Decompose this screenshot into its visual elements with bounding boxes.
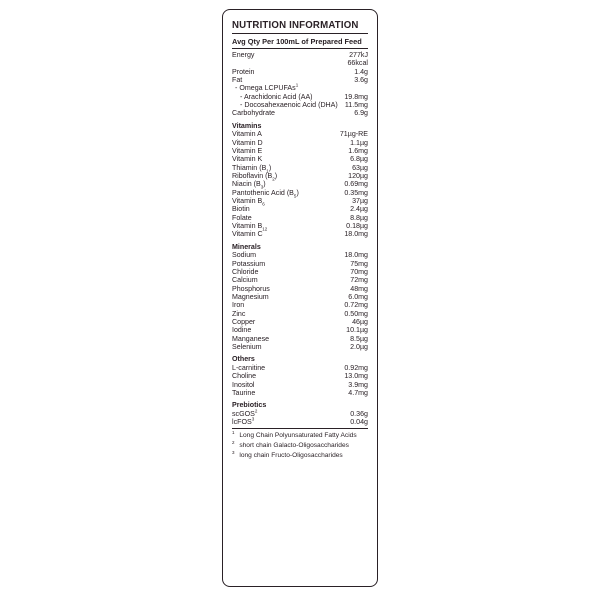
nutrient-value: 0.69mg <box>344 180 368 189</box>
nutrient-name-text: Chloride <box>232 267 259 276</box>
nutrient-value: 0.92mg <box>344 363 368 372</box>
nutrient-row <box>232 68 368 76</box>
nutrient-value: 0.50mg <box>344 309 368 318</box>
nutrient-name-text: Calcium <box>232 276 258 285</box>
nutrient-value: 11.5mg <box>344 101 368 110</box>
nutrient-value: 120µg <box>348 171 368 180</box>
subscript: 2 <box>272 176 275 182</box>
footnote-text: Long Chain Polyunsaturated Fatty Acids <box>237 432 357 440</box>
nutrient-row <box>232 214 368 222</box>
nutrient-name <box>232 84 298 92</box>
nutrient-name-text: lcFOS <box>232 418 252 427</box>
footnotes <box>232 431 368 460</box>
nutrient-name <box>232 230 263 238</box>
nutrient-name-text: Iodine <box>232 326 252 335</box>
nutrient-value: 46µg <box>352 317 368 326</box>
nutrient-value: 19.8mg <box>344 92 368 101</box>
nutrient-value: 0.04g <box>350 418 368 427</box>
nutrient-name-text: Fat <box>232 76 243 85</box>
nutrient-name <box>232 364 265 372</box>
nutrient-value: 8.8µg <box>350 213 368 222</box>
section-heading: Minerals <box>232 242 261 251</box>
nutrient-value: 0.35mg <box>344 188 368 197</box>
nutrient-value: 2.4µg <box>350 205 368 214</box>
footnote-text: long chain Fructo-Oligosaccharides <box>237 451 343 459</box>
title-divider <box>232 33 368 34</box>
section-heading: Vitamins <box>232 121 262 130</box>
nutrient-row <box>232 301 368 309</box>
nutrient-name <box>232 301 244 309</box>
nutrient-name-text: Pantothenic Acid (B <box>232 188 294 197</box>
nutrient-value: 0.36g <box>350 409 368 418</box>
nutrient-name <box>232 372 256 380</box>
general-nutrients <box>232 51 368 118</box>
footnote <box>232 431 368 441</box>
nutrient-name-text: Phosphorus <box>232 284 270 293</box>
subtitle-divider <box>232 48 368 49</box>
nutrient-value: 75mg <box>350 259 368 268</box>
nutrient-row <box>232 268 368 276</box>
footnote-mark: 2 <box>232 439 235 445</box>
nutrient-name <box>232 197 265 205</box>
nutrient-name <box>232 326 251 334</box>
nutrient-value: 71µg-RE <box>339 130 368 139</box>
nutrient-name-text: Energy <box>232 51 255 59</box>
nutrient-name-text: Vitamin B <box>232 222 263 231</box>
nutrient-name <box>232 130 262 138</box>
nutrient-row <box>232 418 368 426</box>
nutrient-name <box>232 68 254 76</box>
nutrient-name-text: Manganese <box>232 334 270 343</box>
nutrient-name-text: - Docosahexaenoic Acid (DHA) <box>240 101 338 110</box>
nutrient-name-text: Copper <box>232 317 256 326</box>
nutrient-row <box>232 372 368 380</box>
nutrient-value: 2.0µg <box>350 343 368 351</box>
nutrient-value: 0.18µg <box>346 222 368 231</box>
nutrient-row <box>232 251 368 259</box>
nutrient-name-text: Folate <box>232 213 252 222</box>
nutrient-name <box>232 147 262 155</box>
nutrient-row <box>232 109 368 117</box>
section-gap <box>232 118 368 120</box>
nutrient-row <box>232 139 368 147</box>
nutrient-name-text: Taurine <box>232 388 256 397</box>
nutrient-row <box>232 147 368 155</box>
nutrient-sections <box>232 118 368 427</box>
nutrient-name <box>232 180 266 188</box>
nutrient-row <box>232 155 368 163</box>
nutrient-row <box>232 93 368 101</box>
nutrient-name <box>232 189 299 197</box>
nutrient-name-text: L-carnitine <box>232 363 266 372</box>
nutrient-name-text: Selenium <box>232 343 262 351</box>
section-heading: Others <box>232 355 255 364</box>
nutrient-name-text: Zinc <box>232 309 246 318</box>
nutrient-row <box>232 389 368 397</box>
footnote-mark: 3 <box>232 449 235 455</box>
nutrient-name-text: Vitamin D <box>232 138 263 147</box>
nutrient-value: 4.7mg <box>348 388 368 397</box>
nutrient-name-text: Inositol <box>232 380 255 389</box>
nutrient-name-text: Vitamin A <box>232 130 262 139</box>
nutrient-name-text: Carbohydrate <box>232 109 275 118</box>
nutrient-value: 1.6mg <box>348 146 368 155</box>
nutrient-name <box>232 318 255 326</box>
nutrient-row <box>232 51 368 59</box>
nutrient-row <box>232 130 368 138</box>
panel-title: NUTRITION INFORMATION <box>232 19 359 31</box>
nutrient-name-text: Niacin (B <box>232 180 261 189</box>
nutrient-row <box>232 180 368 188</box>
nutrient-row <box>232 172 368 180</box>
nutrient-value: 277kJ <box>349 51 368 59</box>
nutrient-row <box>232 364 368 372</box>
nutrition-panel <box>222 9 378 587</box>
nutrient-name-text: Iron <box>232 301 245 310</box>
nutrient-name <box>232 260 265 268</box>
nutrient-name <box>232 205 250 213</box>
nutrient-name-text: Potassium <box>232 259 266 268</box>
nutrient-row <box>232 335 368 343</box>
nutrient-row <box>232 101 368 109</box>
nutrient-name <box>232 285 270 293</box>
nutrient-row <box>232 164 368 172</box>
nutrient-row <box>232 222 368 230</box>
nutrient-value: 1.1µg <box>350 138 368 147</box>
nutrient-row <box>232 205 368 213</box>
nutrient-name-text: Magnesium <box>232 292 269 301</box>
nutrient-name-text: Choline <box>232 372 257 381</box>
nutrient-name-text: - Arachidonic Acid (AA) <box>240 92 313 101</box>
nutrient-name-text: Thiamin (B <box>232 163 267 172</box>
nutrient-name <box>232 214 252 222</box>
nutrient-name-text: Vitamin B <box>232 197 263 205</box>
nutrient-name-text: Biotin <box>232 205 250 214</box>
nutrient-name <box>232 101 338 109</box>
nutrient-name <box>232 343 262 351</box>
nutrient-row <box>232 293 368 301</box>
nutrient-value: 6.0mg <box>348 292 368 301</box>
nutrient-name <box>232 93 313 101</box>
nutrient-value: 63µg <box>352 163 368 172</box>
nutrient-name-text: Sodium <box>232 251 257 260</box>
name-tail: ) <box>268 163 272 172</box>
footnote <box>232 451 368 461</box>
footnote-text: short chain Galacto-Oligosaccharides <box>237 442 349 449</box>
nutrient-name <box>232 109 275 117</box>
section-gap <box>232 397 368 399</box>
subscript: 6 <box>262 201 265 207</box>
nutrient-name <box>232 172 277 180</box>
nutrient-row <box>232 318 368 326</box>
nutrient-value: 8.5µg <box>350 334 368 343</box>
nutrient-name <box>232 276 258 284</box>
nutrient-value: 10.1µg <box>346 326 368 335</box>
section-heading: Prebiotics <box>232 401 267 410</box>
subscript: 1 <box>266 168 269 174</box>
nutrient-value: 72mg <box>350 276 368 285</box>
nutrient-value: 66kcal <box>347 59 368 68</box>
nutrient-name <box>232 310 245 318</box>
nutrient-name <box>232 51 254 59</box>
nutrient-value: 37µg <box>352 197 368 205</box>
footnote-mark: 1 <box>295 83 299 89</box>
nutrient-value: 18.0mg <box>344 251 368 260</box>
nutrient-row <box>232 230 368 238</box>
name-tail: ) <box>296 188 299 197</box>
nutrient-value: 70mg <box>350 267 368 276</box>
nutrient-name-text: scGOS <box>232 409 255 418</box>
nutrient-name-text: Vitamin C <box>232 230 263 239</box>
subscript: 12 <box>262 226 268 232</box>
nutrient-name <box>232 251 256 259</box>
nutrient-value: 0.72mg <box>344 301 368 310</box>
footnote-mark: 3 <box>251 416 255 422</box>
nutrient-name-text: Riboflavin (B <box>232 171 273 180</box>
nutrient-row <box>232 260 368 268</box>
nutrient-name-text: Vitamin K <box>232 155 263 164</box>
nutrient-value: 18.0mg <box>344 230 368 239</box>
section-gap <box>232 239 368 241</box>
nutrient-name <box>232 381 254 389</box>
nutrient-name <box>232 222 267 230</box>
nutrient-row <box>232 381 368 389</box>
subscript: 3 <box>260 184 264 190</box>
nutrient-row <box>232 84 368 92</box>
nutrient-value: 3.6g <box>354 76 368 85</box>
nutrient-name <box>232 418 254 426</box>
nutrient-row <box>232 276 368 284</box>
nutrient-value: 13.0mg <box>344 372 368 381</box>
nutrient-name <box>232 139 263 147</box>
nutrient-value: 1.4g <box>354 67 368 76</box>
nutrient-name <box>232 268 258 276</box>
panel-subtitle: Avg Qty Per 100mL of Prepared Feed <box>232 37 362 46</box>
nutrient-name <box>232 293 269 301</box>
nutrient-row <box>232 189 368 197</box>
nutrient-value: 48mg <box>350 284 368 293</box>
nutrient-row <box>232 285 368 293</box>
section-gap <box>232 351 368 353</box>
nutrient-name-text: - Omega LCPUFAs <box>235 84 296 93</box>
footnote-mark: 1 <box>232 430 235 436</box>
subscript: 5 <box>293 193 297 199</box>
footnote <box>232 441 368 451</box>
nutrient-row <box>232 310 368 318</box>
nutrient-row <box>232 343 368 351</box>
nutrient-name-text: Vitamin E <box>232 146 263 155</box>
nutrient-value: 6.9g <box>354 109 368 118</box>
footnote-divider <box>232 428 368 429</box>
nutrient-name <box>232 389 255 397</box>
nutrient-row <box>232 59 368 67</box>
nutrient-name <box>232 164 271 172</box>
name-tail: ) <box>274 171 278 180</box>
nutrient-value: 3.9mg <box>348 380 368 389</box>
nutrient-value: 6.8µg <box>350 155 368 164</box>
nutrient-row <box>232 197 368 205</box>
nutrient-name-text: Protein <box>232 67 255 76</box>
name-tail: ) <box>263 180 266 189</box>
nutrient-name <box>232 335 269 343</box>
footnote-mark: 2 <box>254 408 258 414</box>
nutrient-name <box>232 155 262 163</box>
nutrient-row <box>232 326 368 334</box>
